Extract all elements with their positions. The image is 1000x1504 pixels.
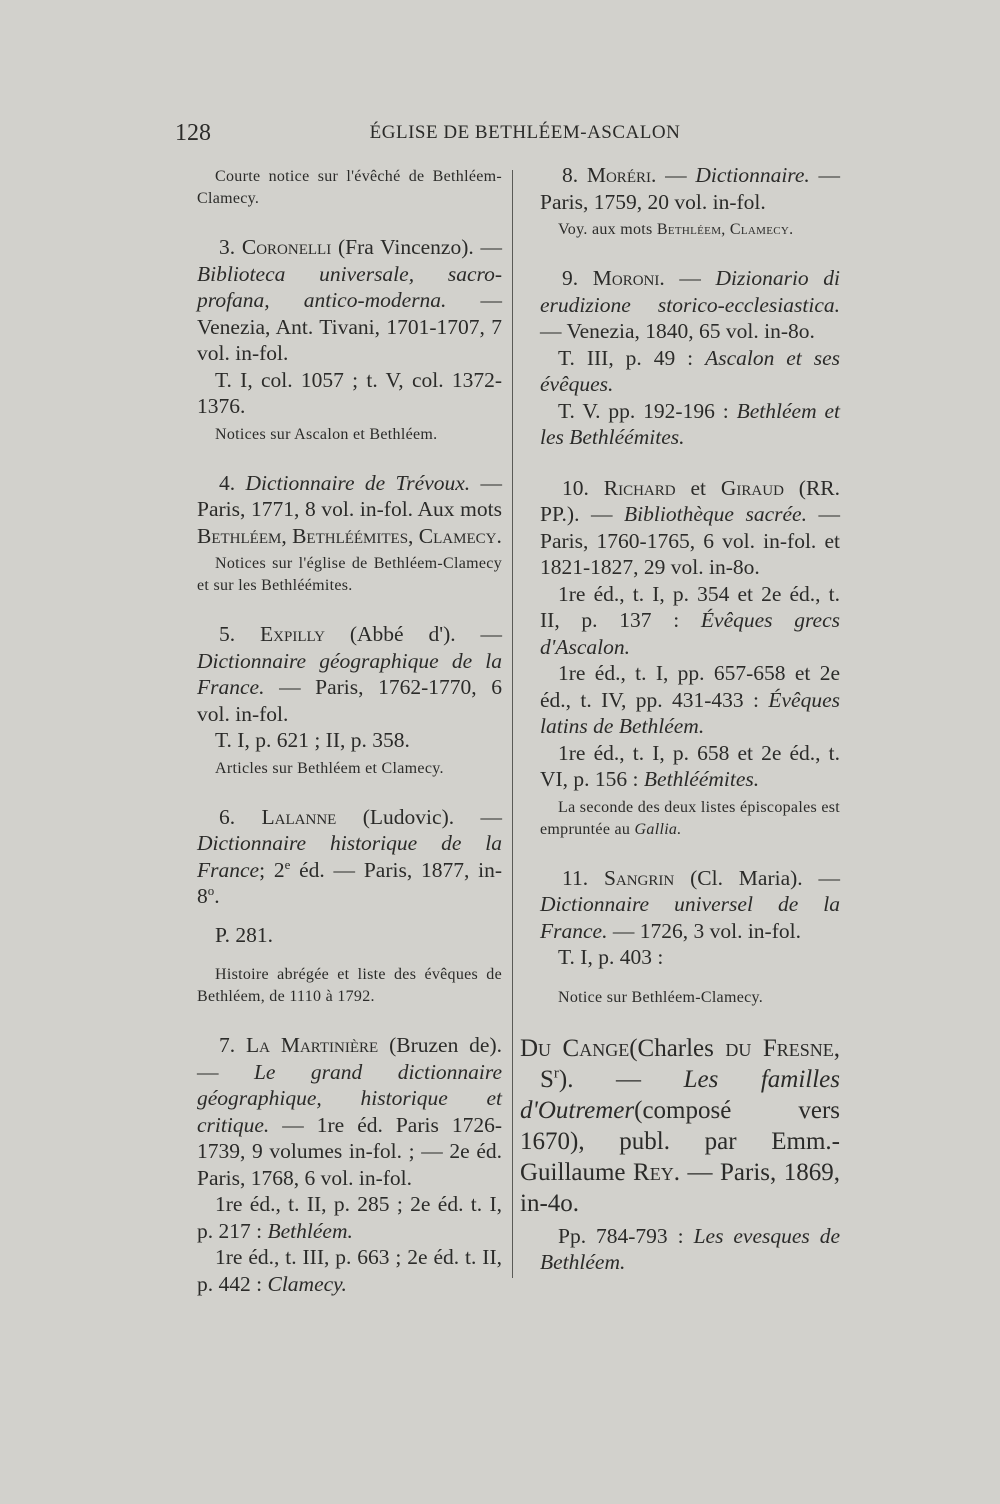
reference-title: Bethléem. — [267, 1218, 353, 1243]
entry-11 — [540, 865, 840, 945]
entry-8 — [540, 162, 840, 215]
entry-publication-sup: o — [207, 883, 215, 898]
entry-reference: P. 281. — [215, 922, 273, 947]
entry-author-rest: (Charles — [629, 1034, 714, 1062]
entry-title: Dictionnaire de Trévoux. — [245, 470, 471, 495]
running-head: ÉGLISE DE BETHLÉEM-ASCALON — [369, 122, 681, 143]
entry-author-rest: (Abbé d'). — — [349, 622, 503, 646]
entry-3 — [197, 234, 502, 367]
entry-author-title-sup: r — [553, 1065, 559, 1082]
reference-text: Pp. 784-793 : — [558, 1223, 684, 1248]
entry-dash: . — — [659, 266, 701, 290]
entry-author-rest: (Fra Vincenzo). — — [337, 235, 502, 259]
entry-number: 5. — [219, 622, 236, 646]
entry-note: Notice sur Bethléem-Clamecy. — [558, 988, 764, 1006]
reference-title: Les evesques de Bethléem. — [540, 1223, 841, 1274]
entry-publication: (composé vers 1670), publ. par Emm.-Guillaume — [520, 1096, 840, 1186]
entry-title: Biblioteca universale, sacro-profana, antico-moderna. — [197, 261, 502, 312]
entry-publication: — Paris, 1869, in-4o. — [520, 1158, 841, 1217]
entry-title: Le grand dictionnaire géographique, historique et critique. — [197, 1059, 503, 1137]
entry-7 — [197, 1032, 502, 1191]
entry-publication: — Paris, 1760-1765, 6 vol. in-fol. et 1821-1827, 29 vol. in-8o. — [540, 502, 840, 579]
page-number: 128 — [175, 120, 211, 146]
entry-du-cange — [520, 1033, 840, 1219]
note-title: Gallia. — [634, 820, 682, 838]
entry-author: Sangrin — [603, 865, 675, 890]
entry-title: Dictionnaire. — [695, 163, 810, 187]
entry-number: 3. — [219, 235, 236, 259]
entry-title: Les familles d'Outremer — [520, 1065, 841, 1124]
entry-author-rest: (Cl. Maria). — — [690, 865, 841, 890]
entry-dash: . — — [650, 163, 687, 187]
entry-publication: — Venezia, Ant. Tivani, 1701-1707, 7 vol. in-fol. — [197, 288, 502, 365]
entry-publication: éd. — Paris, 1877, in-8 — [197, 857, 502, 908]
entry-10 — [540, 475, 840, 581]
entry-publication: . — [214, 884, 220, 908]
intro-note: Courte notice sur l'évêché de Bethléem-Clamecy. — [197, 168, 502, 207]
entry-author-title: S — [540, 1065, 554, 1093]
entry-author: Lalanne — [261, 804, 337, 829]
reference-title: Bethléem et les Bethléémites. — [540, 398, 840, 449]
entry-publication: ; 2 — [259, 857, 285, 882]
entry-author-rest: (Bruzen de). — — [197, 1033, 503, 1084]
entry-publication: — Venezia, 1840, 65 vol. in-8o. — [540, 319, 815, 343]
column-divider — [512, 170, 513, 1278]
reference-text: T. V. pp. 192-196 : — [558, 398, 729, 423]
entry-title: Bibliothèque sacrée. — [624, 502, 807, 526]
entry-publication: — 1re éd. Paris 1726-1739, 9 volumes in-fol. ; — 2e éd. Paris, 1768, 6 vol. in-fol. — [197, 1112, 503, 1190]
entry-author: Richard — [603, 475, 676, 500]
reference-title: Ascalon et ses évêques. — [540, 345, 840, 396]
entry-6 — [197, 804, 502, 910]
entry-number: 4. — [219, 470, 236, 495]
entry-reference — [197, 1191, 502, 1244]
entry-number: 10. — [562, 475, 589, 500]
entry-number: 11. — [562, 865, 589, 890]
entry-note: Histoire abrégée et liste des évêques de Bethléem, de 1110 à 1792. — [197, 966, 502, 1005]
entry-author-surname: Fresne, — [762, 1034, 840, 1062]
entry-reference — [540, 660, 840, 740]
entry-author: La Martinière — [246, 1033, 379, 1057]
reference-text: T. III, p. 49 : — [558, 345, 694, 370]
entry-9 — [540, 265, 840, 345]
reference-title: Bethléémites. — [643, 767, 760, 791]
entry-title: Dictionnaire géographique de la France. — [197, 648, 502, 699]
entry-note: Notices sur l'église de Bethléem-Clamecy et sur les Bethléémites. — [197, 555, 502, 594]
entry-reference: T. I, p. 621 ; II, p. 358. — [215, 728, 410, 752]
entry-conjunction: et — [690, 475, 706, 500]
entry-reference — [540, 345, 840, 398]
entry-publisher: Rey. — [633, 1158, 680, 1186]
reference-title: Évêques grecs d'Ascalon. — [540, 608, 840, 659]
entry-author: Giraud — [720, 475, 784, 500]
entry-title: Dizionario di erudizione storico-ecclesiastica. — [540, 266, 841, 317]
right-column — [520, 162, 841, 1276]
entry-author-rest: (RR. PP.). — — [540, 475, 840, 526]
entry-reference: T. I, p. 403 : — [558, 945, 664, 969]
entry-note: Notices sur Ascalon et Bethléem. — [215, 425, 438, 443]
entry-reference — [540, 398, 840, 451]
reference-text: 1re éd., t. I, pp. 657-658 et 2e éd., t. IV, pp. 431-433 : — [540, 661, 840, 712]
entry-author-rest: (Ludovic). — — [362, 804, 503, 829]
reference-title: Évêques latins de Bethléem. — [540, 687, 840, 738]
entry-author-particle: du — [725, 1034, 752, 1062]
entry-publication: — 1726, 3 vol. in-fol. — [612, 918, 801, 943]
entry-reference: T. I, col. 1057 ; t. V, col. 1372-1376. — [197, 367, 502, 418]
entry-author: Du Cange — [520, 1034, 630, 1062]
reference-text: 1re éd., t. III, p. 663 ; 2e éd. t. II, p. 442 : — [197, 1245, 502, 1296]
entry-4 — [197, 470, 502, 550]
entry-dash: ). — — [558, 1065, 642, 1093]
reference-text: 1re éd., t. I, p. 354 et 2e éd., t. II, p. 137 : — [540, 581, 840, 632]
entry-number: 7. — [219, 1033, 236, 1057]
reference-title: Clamecy. — [267, 1271, 347, 1296]
note-keywords: Bethléem, Clamecy. — [656, 221, 794, 238]
entry-title: Dictionnaire historique de la France — [197, 831, 502, 882]
note-text: La seconde des deux listes épiscopales est empruntée au — [540, 798, 840, 838]
entry-note — [540, 219, 840, 241]
entry-note: Articles sur Bethléem et Clamecy. — [215, 759, 444, 777]
entry-author: Expilly — [260, 622, 325, 646]
entry-note — [540, 797, 840, 841]
entry-publication: — Paris, 1771, 8 vol. in-fol. Aux mots — [197, 470, 503, 521]
entry-reference — [540, 1223, 840, 1276]
entry-publication: — Paris, 1759, 20 vol. in-fol. — [540, 163, 841, 214]
entry-author: Moréri — [586, 163, 651, 187]
reference-text: 1re éd., t. I, p. 658 et 2e éd., t. VI, p. 156 : — [540, 740, 840, 791]
note-text: Voy. aux mots — [558, 221, 653, 238]
entry-author: Moroni — [592, 266, 660, 290]
entry-keywords: Bethléem, Bethléémites, Clamecy. — [197, 523, 502, 548]
entry-publication-sup: e — [284, 857, 291, 872]
page-header — [175, 120, 855, 150]
entry-number: 6. — [219, 804, 236, 829]
reference-text: 1re éd., t. II, p. 285 ; 2e éd. t. I, p. 217 : — [197, 1192, 502, 1243]
entry-reference — [540, 581, 840, 661]
entry-5 — [197, 621, 502, 727]
entry-number: 9. — [562, 266, 579, 290]
entry-title: Dictionnaire universel de la France. — [540, 892, 840, 943]
entry-reference — [540, 740, 840, 793]
left-column — [197, 162, 502, 1297]
entry-number: 8. — [562, 163, 579, 187]
entry-reference — [197, 1244, 502, 1297]
entry-publication: — Paris, 1762-1770, 6 vol. in-fol. — [197, 675, 502, 726]
entry-author: Coronelli — [241, 235, 332, 259]
